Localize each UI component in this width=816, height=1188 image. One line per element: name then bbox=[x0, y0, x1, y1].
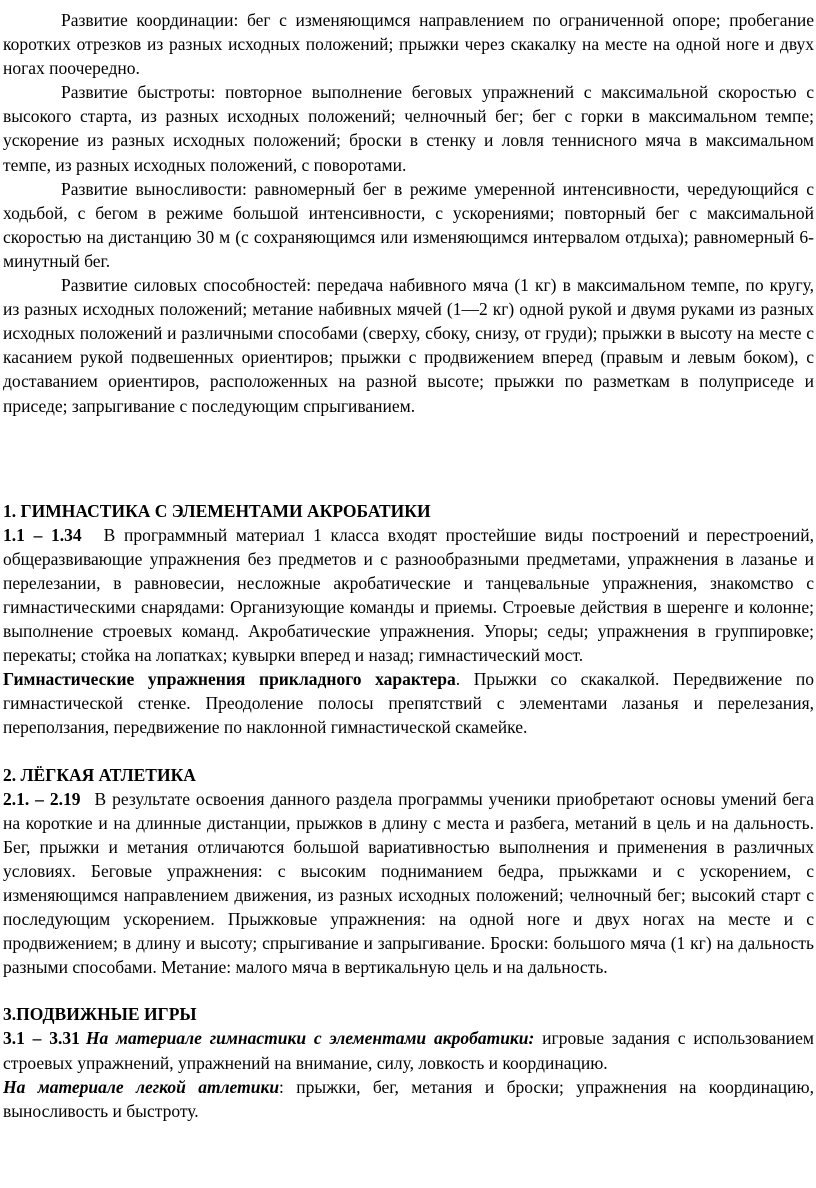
paragraph-speed: Развитие быстроты: повторное выполнение беговых упражнений с максимальной скоростью с высокого старта, из разных исходных положений; челночный бег; бег с горки в максимальном темпе; ускорение из разных исходных положений; броски в стенку и ловля теннисного мяча в максимальном темпе, из разных исходных положений, с поворотами. bbox=[3, 82, 814, 175]
section-text: В результате освоения данного раздела программы ученики приобретают основы умений бега на короткие и на длинные дистанции, прыжков в длину с места и разбега, метаний в цель и на дальность. Бег, прыжки и метания отличаются большой вариативностью выполнения и применения в различных условиях. Беговые упражнения: с высоким подниманием бедра, прыжками и с ускорением, с изменяющимся направлением движения, из разных исходных положений; челночный бег; высокий старт с последующим ускорением. Прыжковые упражнения: на одной ноге и двух ногах на месте и с продвижением; в длину и высоту; спрыгивание и запрыгивание. Броски: большого мяча (1 кг) на дальность разными способами. Метание: малого мяча в вертикальную цель и на дальность. bbox=[3, 788, 814, 978]
spacer bbox=[3, 740, 814, 763]
applied-label: Гимнастические упражнения прикладного характера bbox=[3, 669, 456, 690]
games-athl-text: : прыжки, бег, метания и броски; упражнения на координацию, выносливость и быстроту. bbox=[3, 1076, 814, 1121]
section-text: В программный материал 1 класса входят простейшие виды построений и перестроений, общеразвивающие упражнения без предметов и с разнообразными предметами, упражнения в лазанье и перелезании, в равновесии, несложные акробатические и танцевальные упражнения, знакомство с гимнастическими снарядами: Организующие команды и приемы. Строевые действия в шеренге и колонне; выполнение строевых команд. Акробатические упражнения. Упоры; седы; упражнения в группировке; перекаты; стойка на лопатках; кувырки вперед и назад; гимнастический мост. bbox=[3, 524, 814, 666]
section-heading-games: 3.ПОДВИЖНЫЕ ИГРЫ bbox=[3, 1004, 197, 1025]
games-gymnastics-paragraph bbox=[3, 1026, 814, 1074]
spacer bbox=[3, 418, 814, 499]
games-athl-label: На материале легкой атлетики bbox=[3, 1076, 280, 1097]
section-body-gymnastics bbox=[3, 523, 814, 668]
games-athletics-paragraph bbox=[3, 1075, 814, 1123]
section-range: 3.1 – 3.31 bbox=[3, 1028, 80, 1049]
games-gym-label: На материале гимнастики с элементами акробатики: bbox=[85, 1028, 535, 1049]
paragraph-strength: Развитие силовых способностей: передача набивного мяча (1 кг) в максимальном темпе, по кругу, из разных исходных положений; метание набивных мячей (1—2 кг) одной рукой и двумя руками из разных исходных положений и различными способами (сверху, сбоку, снизу, от груди); прыжки в высоту на месте с касанием рукой подвешенных ориентиров; прыжки с продвижением вперед (правым и левым боком), с доставанием ориентиров, расположенных на разной высоте; прыжки по разметкам в полуприседе и приседе; запрыгивание с последующим спрыгиванием. bbox=[3, 275, 814, 416]
paragraph-endurance: Развитие выносливости: равномерный бег в режиме умеренной интенсивности, чередующийся с ходьбой, с бегом в режиме большой интенсивности, с ускорениями; повторный бег с максимальной скоростью на дистанцию 30 м (с сохраняющимся или изменяющимся интервалом отдыха); равномерный 6-минутный бег. bbox=[3, 178, 814, 271]
paragraph-coordination: Развитие координации: бег с изменяющимся направлением по ограниченной опоре; пробегание коротких отрезков из разных исходных положений; прыжки через скакалку на месте на одной ноге и двух ногах поочередно. bbox=[3, 10, 814, 79]
applied-gymnastics-paragraph bbox=[3, 667, 814, 739]
section-range: 2.1. – 2.19 bbox=[3, 788, 81, 809]
section-body-athletics bbox=[3, 787, 814, 980]
spacer bbox=[3, 979, 814, 1002]
section-range: 1.1 – 1.34 bbox=[3, 524, 82, 545]
applied-text: . Прыжки со скакалкой. Передвижение по гимнастической стенке. Преодоление полосы препятствий с элементами лазанья и перелезания, переползания, передвижение по наклонной гимнастической скамейке. bbox=[3, 669, 815, 738]
section-heading-gymnastics: 1. ГИМНАСТИКА С ЭЛЕМЕНТАМИ АКРОБАТИКИ bbox=[3, 500, 431, 521]
games-gym-text: игровые задания с использованием строевых упражнений, упражнений на внимание, силу, ловкость и координацию. bbox=[3, 1028, 814, 1073]
section-heading-athletics: 2. ЛЁГКАЯ АТЛЕТИКА bbox=[3, 764, 196, 785]
